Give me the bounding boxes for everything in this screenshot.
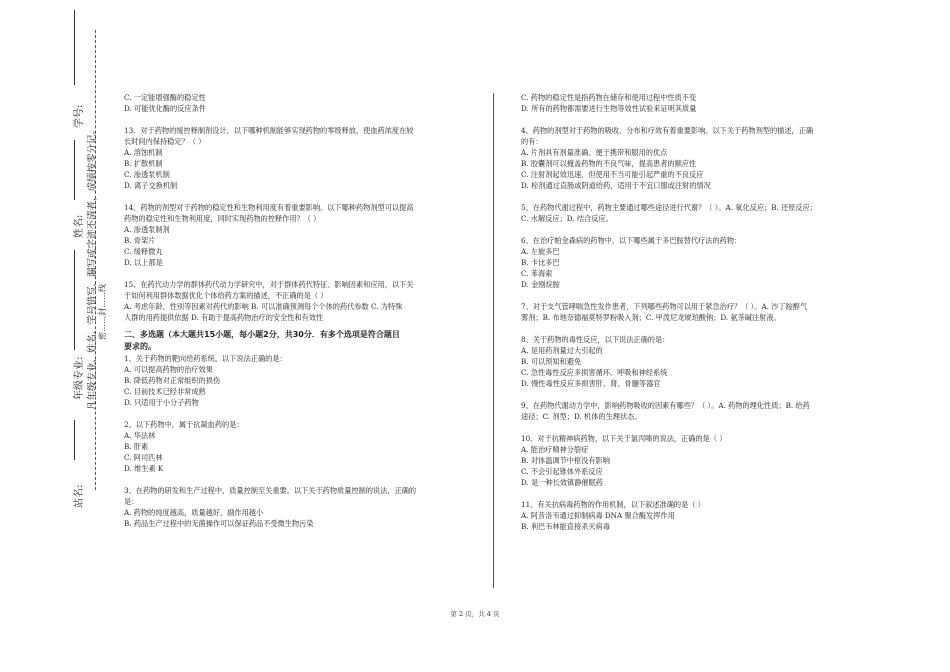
question-stem: 的有：: [521, 137, 543, 146]
option-line: C. 不会引起锥体外系反应: [521, 467, 603, 476]
question-stem: 长时间内保持稳定？（ ）: [124, 137, 206, 146]
question-stem: 5、在药物代谢过程中，药物主要通过哪些途径进行代谢？（ ）。A. 氧化反应；B. 还原反应；: [521, 203, 817, 212]
question-stem: 8、关于药物的毒性反应，以下说法正确的是：: [521, 335, 670, 344]
student-id-blank: [74, 10, 75, 85]
question-stem: C. 水解反应；D. 结合反应。: [521, 214, 613, 223]
option-line: B. 利巴韦林能直接杀灭病毒: [521, 522, 610, 531]
question-stem: 6、在治疗帕金森病的药物中，以下哪些属于多巴胺替代疗法的药物：: [521, 236, 742, 245]
option-line: A. 可以提高药物的治疗效果: [124, 365, 213, 374]
question-stem: 雾剂；B. 布地奈德福莫特罗粉吸入剂；C. 甲泼尼龙琥珀酸钠；D. 氨茶碱注射液。: [521, 313, 781, 322]
question-m4: [521, 125, 861, 191]
question-stem: 13、对于药物的缓控释制剂设计，以下哪种机制能够实现药物的零级释放，使血药浓度在较: [124, 126, 414, 135]
option-line: B. 对体温调节中枢没有影响: [521, 456, 610, 465]
school-blank: [74, 420, 75, 460]
option-line: A. 左旋多巴: [521, 247, 560, 256]
question-stem: 7、对于支气管哮喘急性发作患者，下列哪些药物可以用于紧急治疗？（ ）。A. 沙丁胺醇气: [521, 302, 808, 311]
question-12-options-tail: [124, 92, 472, 114]
option-line: A. 华法林: [124, 431, 156, 440]
option-line: 人群的用药提供依据 D. 有助于提高药物治疗的安全性和有效性: [124, 313, 324, 322]
option-line: D. 是一种长效镇静催眠药: [521, 478, 603, 487]
question-14: [124, 202, 472, 268]
question-stem: 3、在药物的研发和生产过程中，质量控制至关重要。以下关于药物质量控制的说法，正确的: [124, 486, 417, 495]
option-line: D. 维生素 K: [124, 464, 164, 473]
option-line: D. 以上都是: [124, 258, 163, 267]
option-line: B. 胶囊剂可以掩盖药物的不良气味，提高患者的顺应性: [521, 159, 697, 168]
option-line: A. 考虑年龄、性别等因素对药代的影响 B. 可以准确预测每个个体的药代参数 C. 为特殊: [124, 302, 403, 311]
option-line: C. 苯海索: [521, 269, 553, 278]
option-line: B. 肝素: [124, 442, 149, 451]
notice-text: 凡年级专业、姓名、学号错写、漏写或字迹不清者，成绩按零分记。: [87, 124, 98, 410]
question-m9: [521, 400, 861, 422]
question-stem: 于如何利用群体数据优化个体给药方案的描述，不正确的是（ ）: [124, 291, 328, 300]
student-id-label: 学号:: [74, 104, 85, 128]
column-divider: [493, 93, 494, 588]
option-line: B. 骨架片: [124, 236, 156, 245]
question-m3: [124, 485, 472, 529]
option-line: D. 只适用于小分子药物: [124, 398, 199, 407]
seal-text: 密……封……线: [98, 284, 107, 340]
question-stem: 15、在药代动力学的群体药代动力学研究中，对于群体药代特征、影响因素和应用，以下关: [124, 280, 414, 289]
option-line: B. 卡比多巴: [521, 258, 560, 267]
option-line: A. 渗透泵制剂: [124, 225, 170, 234]
option-line: B. 可以预知和避免: [521, 357, 582, 366]
option-line: D. 慢性毒性反应多损害肝、肾、骨髓等器官: [521, 379, 661, 388]
option-line: B. 扩散机制: [124, 159, 163, 168]
question-m11: [521, 499, 861, 532]
option-line: C. 缓释微丸: [124, 247, 163, 256]
option-line: D. 栓剂通过直肠或阴道给药，适用于不宜口服或注射的情况: [521, 181, 711, 190]
question-m8: [521, 334, 861, 389]
binding-margin: [0, 0, 110, 672]
name-label: 姓名:: [74, 214, 85, 238]
page-footer: 第 2 页，共 4 页: [450, 610, 500, 618]
question-m5: [521, 202, 861, 224]
option-line: A. 药物的纯度越高，质量越好，副作用越小: [124, 508, 264, 517]
class-blank: [74, 250, 75, 350]
option-line: B. 降低药物对正常组织的损伤: [124, 376, 221, 385]
question-stem: 10、对于抗精神病药物，以下关于氯丙嗪的说法，正确的是（ ）: [521, 434, 727, 443]
question-stem: 是：: [124, 497, 139, 506]
option-line: C. 注射剂起效迅速，但使用不当可能引起严重的不良反应: [521, 170, 704, 179]
option-line: B. 药品生产过程中的无菌操作可以保证药品不受微生物污染: [124, 519, 314, 528]
left-column: [124, 92, 472, 529]
class-label: 年级专业:: [74, 356, 85, 400]
option-line: C. 急性毒性反应多损害循环、呼吸和神经系统: [521, 368, 668, 377]
school-label: 站名:: [74, 484, 85, 508]
question-stem: 9、在药物代谢动力学中，影响药物吸收的因素有哪些？（ ）。A. 药物的理化性质；B. 给药: [521, 401, 810, 410]
question-m1: [124, 353, 472, 408]
name-blank: [74, 140, 75, 200]
question-stem: 14、药物的剂型对于药物的稳定性和生物利用度有着重要影响。以下哪种药物剂型可以提高: [124, 203, 414, 212]
option-line: C. 药物的稳定性是指药物在储存和使用过程中性质不变: [521, 93, 697, 102]
option-line: A. 能治疗精神分裂症: [521, 445, 589, 454]
option-line: A. 阿昔洛韦通过抑制病毒 DNA 聚合酶发挥作用: [521, 511, 675, 520]
question-stem: 途径；C. 剂型；D. 机体的生理状态。: [521, 412, 642, 421]
question-m3-options-tail: [521, 92, 861, 114]
question-stem: 1、关于药物的靶向给药系统，以下说法正确的是：: [124, 354, 287, 363]
question-stem: 2、以下药物中，属于抗凝血药的是：: [124, 420, 244, 429]
question-13: [124, 125, 472, 191]
option-line: C. 一定能增强酶的稳定性: [124, 93, 206, 102]
option-line: C. 阿司匹林: [124, 453, 163, 462]
question-stem: 4、药物的剂型对于药物的吸收、分布和疗效有着重要影响。以下关于药物剂型的描述，正确: [521, 126, 814, 135]
question-m6: [521, 235, 861, 290]
option-line: C. 渗透泵机制: [124, 170, 170, 179]
section-title-multiple-choice: [124, 329, 472, 353]
question-stem: 11、有关抗病毒药物的作用机制，以下叙述准确的是（ ）: [521, 500, 705, 509]
question-m7: [521, 301, 861, 323]
option-line: A. 是用药剂量过大引起的: [521, 346, 603, 355]
section-heading: 二、多选题（本大题共15小题，每小题2分，共30分．有多个选项是符合题目: [124, 330, 400, 339]
option-line: A. 片剂具有剂量准确、便于携带和服用的优点: [521, 148, 668, 157]
option-line: A. 溶蚀机制: [124, 148, 163, 157]
option-line: D. 所有的药物都需要进行生物等效性试验来证明其质量: [521, 104, 697, 113]
option-line: D. 可能优化酶的反应条件: [124, 104, 206, 113]
option-line: D. 金刚烷胺: [521, 280, 560, 289]
question-stem: 药物的稳定性和生物利用度，同时实现药物的控释作用？（ ）: [124, 214, 321, 223]
option-line: D. 离子交换机制: [124, 181, 178, 190]
question-m10: [521, 433, 861, 488]
question-m2: [124, 419, 472, 474]
option-line: C. 目前技术已经非常成熟: [124, 387, 206, 396]
right-column: [521, 92, 861, 532]
question-15: [124, 279, 472, 323]
section-heading: 要求的。: [124, 342, 156, 351]
